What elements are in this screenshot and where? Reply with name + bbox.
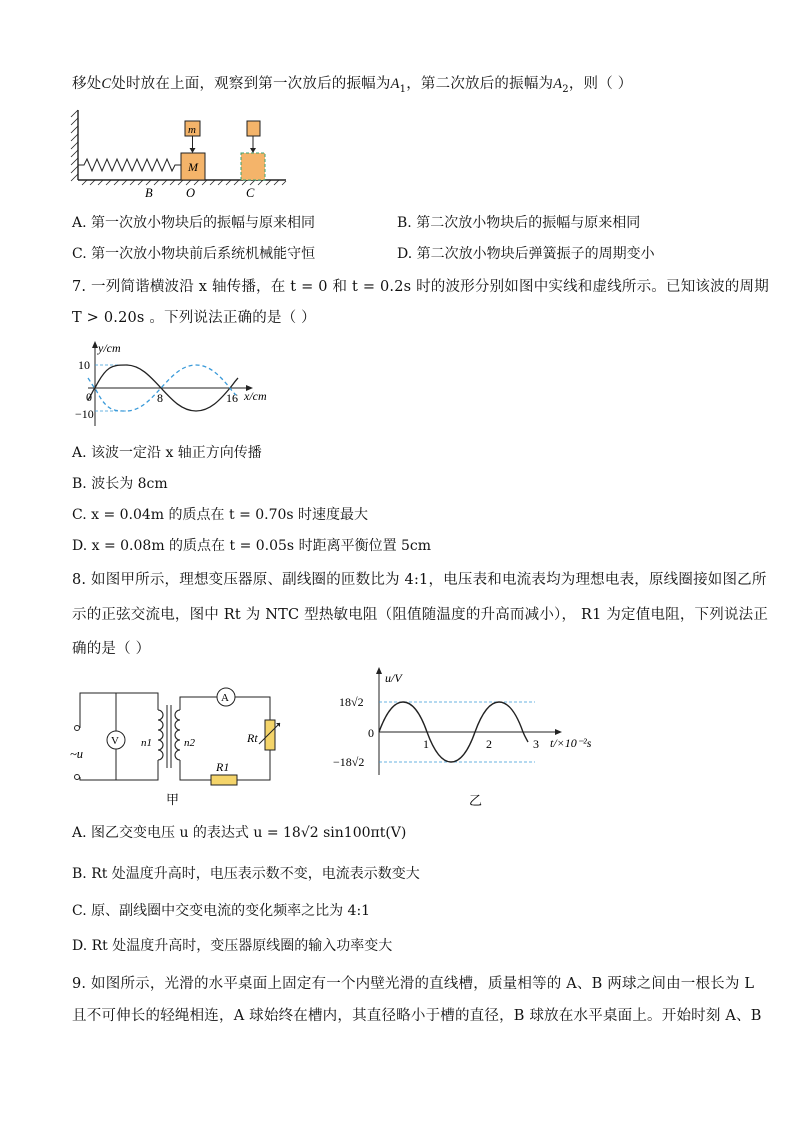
y-tick-10: 10 bbox=[78, 358, 90, 372]
q8-stem-line2: 示的正弦交流电，图中 Rt 为 NTC 型热敏电阻（阻值随温度的升高而减小）， R1 为定值电阻，下列说法正 bbox=[72, 607, 769, 623]
label-C: C bbox=[246, 186, 255, 200]
y-tick-minus10: −10 bbox=[75, 407, 94, 421]
q6-a2-sub: 2 bbox=[562, 83, 569, 95]
terminal-bottom bbox=[75, 775, 80, 780]
q7-option-b: B. 波长为 8cm bbox=[72, 476, 168, 492]
secondary-top-wire bbox=[180, 697, 217, 710]
t-tick-3: 3 bbox=[533, 737, 539, 751]
q6-intro-a: 移处 bbox=[72, 76, 102, 92]
terminal-top bbox=[75, 726, 80, 731]
floor-hatching bbox=[82, 180, 286, 185]
label-O: O bbox=[186, 186, 196, 200]
u-tick-max: 18√2 bbox=[339, 695, 364, 709]
q8-option-a: A. 图乙交变电压 u 的表达式 u = 18√2 sin100πt(V) bbox=[72, 825, 407, 841]
wave-graph bbox=[75, 338, 278, 428]
q8-option-c: C. 原、副线圈中交变电流的变化频率之比为 4:1 bbox=[72, 903, 371, 919]
secondary-coil bbox=[175, 710, 180, 760]
spring bbox=[78, 159, 181, 171]
q6-option-a: A. 第一次放小物块后的振幅与原来相同 bbox=[72, 215, 316, 231]
q8-option-d: D. Rt 处温度升高时，变压器原线圈的输入功率变大 bbox=[72, 938, 393, 954]
block-at-C bbox=[241, 153, 265, 180]
q6-intro-e: ，则（ ） bbox=[568, 76, 633, 92]
q7-option-a: A. 该波一定沿 x 轴正方向传播 bbox=[72, 445, 262, 461]
primary-bottom-wire bbox=[80, 760, 158, 780]
source-label: ~u bbox=[70, 747, 84, 761]
y-axis-label: y/cm bbox=[98, 341, 121, 355]
u-axis-label: u/V bbox=[385, 671, 402, 685]
secondary-bottom-wire bbox=[180, 760, 211, 780]
u-origin: 0 bbox=[368, 726, 374, 740]
label-M: M bbox=[188, 160, 198, 174]
primary-top-wire bbox=[80, 693, 158, 728]
R1-label: R1 bbox=[216, 760, 230, 774]
label-m: m bbox=[188, 124, 196, 136]
n1-label: n1 bbox=[141, 737, 152, 749]
t-tick-1: 1 bbox=[423, 737, 429, 751]
q6-intro-d: ，第二次放后的振幅为 bbox=[406, 76, 554, 92]
q6-intro-c: C bbox=[101, 76, 112, 92]
block-m-2 bbox=[247, 121, 260, 136]
t-tick-2: 2 bbox=[486, 737, 492, 751]
voltmeter-label: V bbox=[111, 735, 119, 747]
x-tick-16: 16 bbox=[226, 391, 238, 405]
q8-stem-line3: 确的是（ ） bbox=[72, 641, 151, 657]
label-B: B bbox=[145, 186, 153, 200]
transformer-circuit bbox=[66, 680, 286, 808]
q6-intro-b: 处时放在上面，观察到第一次放后的振幅为 bbox=[111, 76, 391, 92]
u-axis-arrow bbox=[376, 667, 382, 674]
arrow-m2-head bbox=[250, 148, 256, 153]
q6-a1-sub: 1 bbox=[399, 83, 407, 95]
primary-coil bbox=[158, 710, 163, 760]
q6-a2: A bbox=[553, 76, 563, 92]
u-tick-min: −18√2 bbox=[333, 755, 365, 769]
q6-intro bbox=[72, 72, 632, 95]
q8-stem-line1: 8. 如图甲所示，理想变压器原、副线圈的匝数比为 4:1，电压表和电流表均为理想电表，原线圈接如图乙所 bbox=[72, 572, 767, 588]
wall-hatching bbox=[71, 110, 78, 181]
arrow-m-head bbox=[190, 148, 196, 153]
q8-option-b: B. Rt 处温度升高时，电压表示数不变，电流表示数变大 bbox=[72, 866, 420, 882]
t-axis-arrow bbox=[555, 729, 562, 735]
spring-mass-figure bbox=[68, 105, 298, 205]
circuit-caption: 甲 bbox=[166, 792, 180, 807]
q6-option-c: C. 第一次放小物块前后系统机械能守恒 bbox=[72, 246, 316, 262]
q7-stem-line1: 7. 一列简谐横波沿 x 轴传播，在 t = 0 和 t = 0.2s 时的波形分别如图中实线和虚线所示。已知该波的周期 bbox=[72, 279, 769, 295]
graph-caption: 乙 bbox=[469, 793, 483, 808]
q7-stem-line2: T > 0.20s 。下列说法正确的是（ ） bbox=[72, 310, 316, 326]
ammeter-label: A bbox=[221, 692, 229, 704]
resistor-R1 bbox=[211, 775, 237, 785]
q7-option-d: D. x = 0.08m 的质点在 t = 0.05s 时距离平衡位置 5cm bbox=[72, 538, 432, 554]
q6-option-d: D. 第二次放小物块后弹簧振子的周期变小 bbox=[397, 246, 655, 262]
secondary-right-wire bbox=[237, 750, 270, 780]
thermistor-Rt bbox=[265, 720, 275, 750]
q6-option-b: B. 第二次放小物块后的振幅与原来相同 bbox=[397, 215, 641, 231]
x-axis-label: x/cm bbox=[244, 389, 267, 403]
n2-label: n2 bbox=[184, 737, 195, 749]
ac-voltage-graph bbox=[335, 665, 600, 810]
secondary-top-wire-2 bbox=[235, 697, 270, 720]
q9-stem-line2: 且不可伸长的轻绳相连，A 球始终在槽内，其直径略小于槽的直径，B 球放在水平桌面上。开始时刻 A、B bbox=[72, 1008, 762, 1024]
Rt-label: Rt bbox=[247, 731, 258, 745]
t-axis-label: t/×10⁻²s bbox=[550, 736, 592, 750]
q7-option-c: C. x = 0.04m 的质点在 t = 0.70s 时速度最大 bbox=[72, 507, 369, 523]
q6-a1: A bbox=[390, 76, 400, 92]
origin-label: 0 bbox=[86, 390, 92, 404]
x-tick-8: 8 bbox=[157, 391, 163, 405]
q9-stem-line1: 9. 如图所示，光滑的水平桌面上固定有一个内壁光滑的直线槽，质量相等的 A、B 两球之间由一根长为 L bbox=[72, 976, 755, 992]
